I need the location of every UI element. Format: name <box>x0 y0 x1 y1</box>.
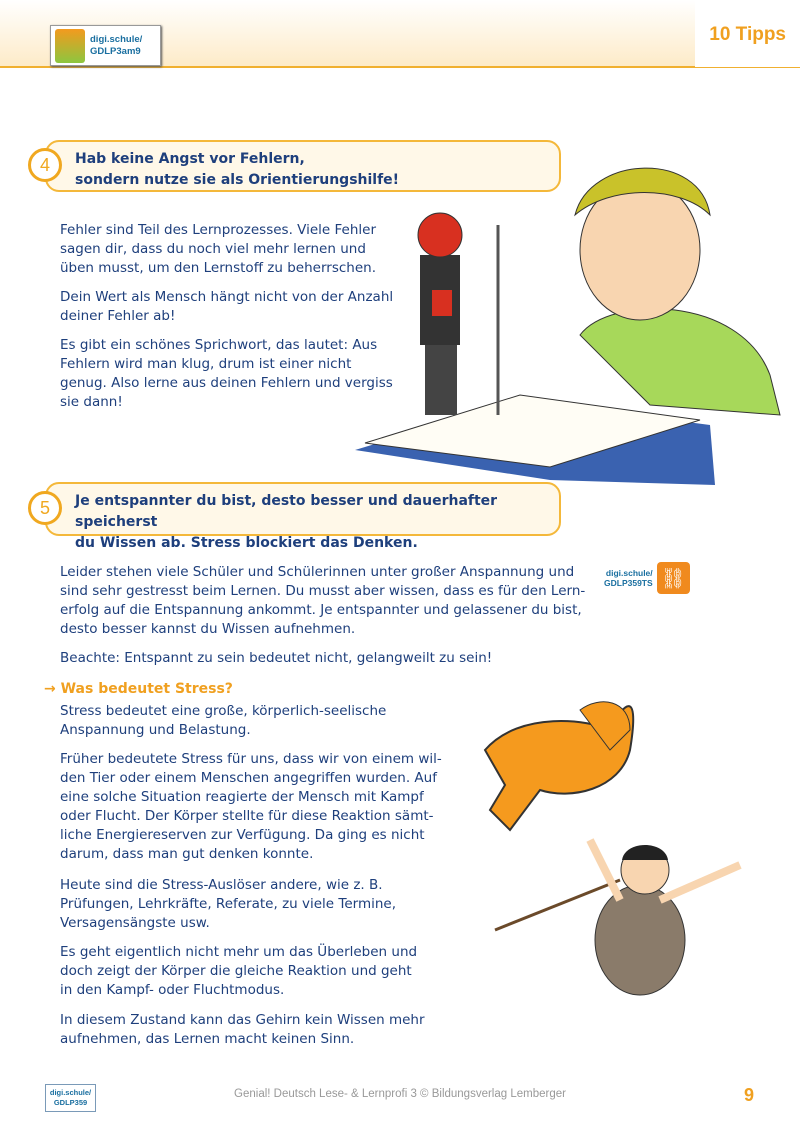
arrow-right-icon: → <box>44 681 61 697</box>
subheading-text: Was bedeutet Stress? <box>60 681 233 697</box>
page-number: 9 <box>744 1085 755 1105</box>
sabretooth-caveman-illustration <box>450 690 760 1020</box>
qr-code-label: digi.schule/ GDLP3am9 <box>90 33 143 57</box>
stress-paragraph: Es geht eigentlich nicht mehr um das Überleben und doch zeigt der Körper die gleiche Reaktion und geht in den Kampf- oder Fluchtmodus. <box>60 944 418 998</box>
footer-digi-schule-link[interactable]: digi.schule/ GDLP359 <box>45 1084 96 1112</box>
tip-5-title: Je entspannter du bist, desto besser und dauerhafter speicherst du Wissen ab. Stress blockiert das Denken. <box>45 482 561 536</box>
tip-4-paragraph: Fehler sind Teil des Lernprozesses. Viele Fehler sagen dir, dass du noch viel mehr lernen und üben musst, um den Lernstoff zu beherrschen. <box>60 222 376 276</box>
digi-schule-link-ts[interactable] <box>604 562 690 594</box>
stress-paragraph: Heute sind die Stress-Auslöser andere, wie z. B. Prüfungen, Lehrkräfte, Referate, zu viele Termine, Versagensängste usw. <box>60 877 397 931</box>
tip-5-paragraph: Leider stehen viele Schüler und Schülerinnen unter großer Anspannung und sind sehr gestresst beim Lernen. Du musst aber wissen, dass es für den Lern- erfolg auf die Entspannung ankommt. Je entspannter und gelassener du bist, desto besser kannst du Wissen aufnehmen. <box>60 564 586 637</box>
link-code-label: digi.schule/ GDLP359TS <box>604 568 653 588</box>
tip-4-title: Hab keine Angst vor Fehlern, sondern nutze sie als Orientierungshilfe! <box>45 140 561 192</box>
stress-paragraph: In diesem Zustand kann das Gehirn kein Wissen mehr aufnehmen, das Lernen macht keinen Sinn. <box>60 1012 425 1047</box>
digi-schule-link[interactable] <box>50 25 161 66</box>
boy-devil-book-illustration <box>350 155 790 490</box>
stress-paragraph: Stress bedeutet eine große, körperlich-seelische Anspannung und Belastung. <box>60 703 387 738</box>
stress-subheading <box>44 681 233 697</box>
tip-4-paragraph: Es gibt ein schönes Sprichwort, das lautet: Aus Fehlern wird man klug, drum ist einer nicht genug. Also lerne aus deinen Fehlern und vergiss sie dann! <box>60 337 393 410</box>
tip-number-4: 4 <box>28 148 62 182</box>
stress-paragraph: Früher bedeutete Stress für uns, dass wir von einem wil- den Tier oder einem Menschen angegriffen wurden. Auf eine solche Situation reagierte der Mensch mit Kampf oder Flucht. Der Körper stellte für diese Reaktion sämt- liche Energiereserven zur Verfügung. Da ging es nicht darum, dass man gut denken konnte. <box>60 751 442 862</box>
footer-credit: Genial! Deutsch Lese- & Lernprofi 3 © Bildungsverlag Lemberger <box>234 1088 566 1100</box>
section-title: 10 Tipps <box>709 24 786 45</box>
tip-5-paragraph: Beachte: Entspannt zu sein bedeutet nicht, gelangweilt zu sein! <box>60 650 493 666</box>
tip-number-5: 5 <box>28 491 62 525</box>
tip-4-paragraph: Dein Wert als Mensch hängt nicht von der Anzahl deiner Fehler ab! <box>60 289 394 324</box>
chain-link-icon: ⛓ <box>657 562 690 594</box>
app-icon <box>55 29 85 63</box>
